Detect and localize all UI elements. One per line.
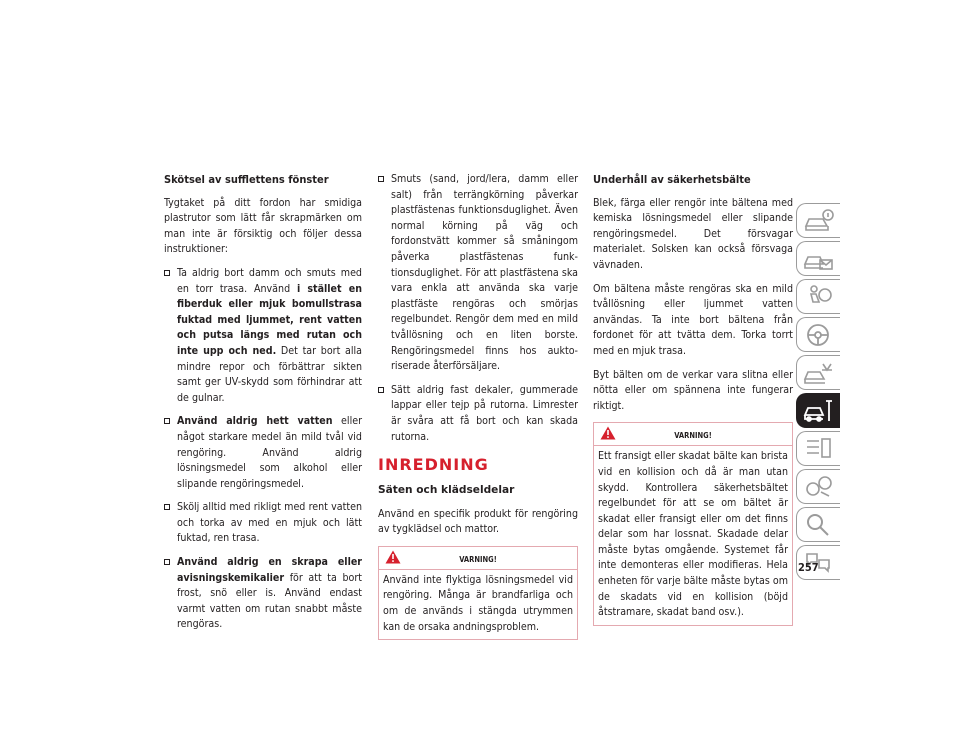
steering-wheel-icon (803, 322, 835, 348)
search-icon (803, 512, 835, 538)
tab-car-wrench[interactable] (796, 393, 840, 428)
tab-car-mail[interactable] (796, 241, 840, 276)
bullet-item: Använd aldrig en skrapa eller avisningskemikalier för att ta bort frost, snö eller is. Använd endast varmt vatten om rutan snabbt måste rengöras. (164, 555, 362, 633)
maintenance-list-icon (803, 436, 835, 462)
section-title: INREDNING (378, 455, 489, 475)
paragraph: Om bältena måste rengöras ska en mild tvållösning eller ljummet vatten användas. Ta inte bort bältena från fordonet för att tvätta dem. Torka torrt med en mjuk trasa. (593, 282, 793, 357)
multimedia-icon (803, 474, 835, 500)
seats-paragraph: Använd en specifik produkt för rengöring av tygklädsel och mattor. (378, 507, 578, 536)
heading-soft-top-windows: Skötsel av sufflettens fönster (164, 173, 329, 186)
subheading-seats: Säten och klädseldelar (378, 484, 515, 497)
warning-text: Använd inte flyktiga lösningsmedel vid rengöring. Många är brandfarliga och om de används i stängda utrymmen kan de orsaka andningsproblem. (383, 573, 573, 633)
warning-title: VARNING! (674, 431, 712, 441)
car-wrench-icon (803, 398, 835, 424)
intro-paragraph: Tygtaket på ditt fordon har smidiga plastrutor som lätt får skrapmärken om man inte är försiktig och följer dessa instruktioner: (164, 196, 362, 256)
warning-title: VARNING! (459, 554, 497, 564)
bullet-item: Sätt aldrig fast dekaler, gummerade lappar eller tejp på rutorna. Limrester är svåra att få bort och kan skada rutorna. (378, 383, 578, 445)
bullet-item: Använd aldrig hett vatten eller något starkare medel än mild tvål vid rengöring. Använd aldrig lösningsmedel som alkohol eller slipande rengöringsmedel. (164, 414, 362, 492)
bullet-item: Smuts (sand, jord/lera, damm eller salt) från terrängkörning påverkar plastfästenas funktionsduglighet. Även normal körning på väg och fordonstvätt kommer så småningom påverka plastfästenas funktionsduglighet. För att plastfästena ska vara enkla att använda ska varje plastfäste rengöras och smörjas regelbundet. Rengör dem med en mild tvållösning och en liten borste. Rengöringsmedel finns hos auktoriserade återförsäljare. (378, 172, 578, 375)
car-crash-icon (803, 360, 835, 386)
paragraph: Blek, färga eller rengör inte bältena med kemiska lösningsmedel eller slipande rengöringsmedel. Det försvagar materialet. Solsken kan också försvaga vävnaden. (593, 196, 793, 271)
column-right (593, 172, 793, 626)
tab-search[interactable] (796, 507, 840, 542)
car-info-icon (803, 208, 835, 234)
car-mail-icon (803, 246, 835, 272)
bullet-square-icon (164, 418, 170, 424)
heading-seat-belt-maintenance: Underhåll av säkerhetsbälte (593, 173, 751, 186)
tab-steering[interactable] (796, 317, 840, 352)
warning-box (593, 422, 793, 626)
column-middle (378, 172, 578, 640)
bullet-square-icon (164, 559, 170, 565)
tab-multimedia[interactable] (796, 469, 840, 504)
bullet-item: Skölj alltid med rikligt med rent vatten och torka av med en mjuk och lätt fuktad, ren trasa. (164, 500, 362, 547)
bullet-square-icon (164, 270, 170, 276)
page-number: 257 (798, 561, 819, 574)
column-left (164, 172, 362, 641)
bullet-square-icon (378, 176, 384, 182)
bullet-list (164, 266, 362, 633)
warning-box (378, 546, 578, 640)
tab-airbag[interactable] (796, 279, 840, 314)
tab-car-info[interactable] (796, 203, 840, 238)
airbag-icon (803, 284, 835, 310)
bullet-item: Ta aldrig bort damm och smuts med en torr trasa. Använd i stället en fiberduk eller mjuk bomullstrasa fuktad med ljummet, rent vatten och putsa längs med rutan och inte upp och ned. Det tar bort alla mindre repor och förbättrar sikten samt ger UV-skydd som förhindrar att de gulnar. (164, 266, 362, 406)
tab-maintenance-list[interactable] (796, 431, 840, 466)
bullet-square-icon (378, 387, 384, 393)
paragraph: Byt bälten om de verkar vara slitna eller nötta eller om spännena inte fungerar riktigt. (593, 368, 793, 412)
warning-text: Ett fransigt eller skadat bälte kan brista vid en kollision och då är man utan skydd. Kontrollera säkerhetsbältet regelbundet för att se om bältet är skadat eller fransigt eller om det finns delar som har lossnat. Skadade delar måste bytas omgående. Systemet får inte demonteras eller modifieras. Hela enheten för varje bälte måste bytas om de skadats vid en kollision (böjd åtstramare, skadat band osv.). (598, 450, 788, 619)
bullet-square-icon (164, 504, 170, 510)
chapter-tabs (796, 203, 840, 583)
tab-car-crash[interactable] (796, 355, 840, 390)
